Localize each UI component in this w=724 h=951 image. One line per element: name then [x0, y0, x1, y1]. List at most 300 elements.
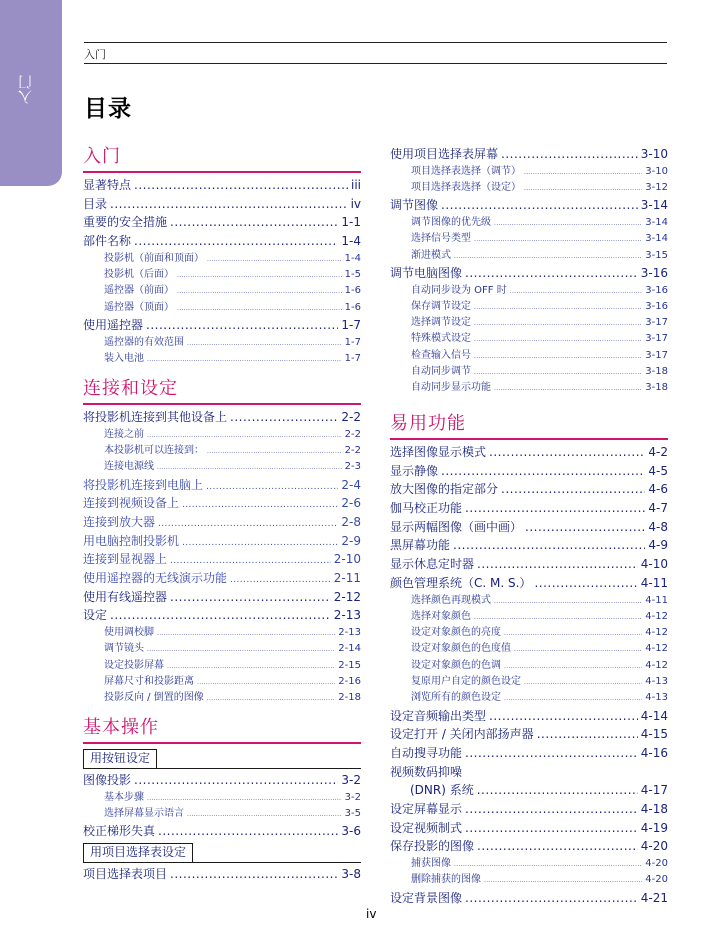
- toc-leader-dots: [158, 515, 338, 532]
- toc-leader-dots: [474, 300, 642, 315]
- toc-entry-title: 复原用户自定的颜色设定: [411, 675, 521, 687]
- toc-entry-title: 部件名称: [83, 234, 132, 249]
- toc-leader-dots: [494, 216, 642, 231]
- toc-page-number: 2-9: [341, 533, 361, 548]
- toc-entry: [390, 145, 668, 164]
- toc-subentry: [83, 335, 361, 351]
- toc-entry-title: 设定屏幕显示: [390, 802, 463, 817]
- toc-entry-title: 选择图像显示模式: [390, 445, 487, 459]
- toc-leader-dots: [170, 588, 331, 607]
- toc-entry-title: 遥控器（前面）: [104, 285, 174, 297]
- toc-page-number: 4-20: [645, 858, 668, 870]
- toc-leader-dots: [134, 176, 348, 195]
- toc-entry: [83, 494, 361, 513]
- toc-leader-dots: [525, 518, 645, 537]
- header-rule-bottom: [84, 63, 667, 64]
- toc-subentry: [390, 315, 668, 331]
- toc-page-number: 4-9: [648, 538, 668, 553]
- toc-section-menu-continued: [390, 145, 668, 397]
- toc-page-number: 4-16: [640, 745, 668, 760]
- toc-entry: [83, 195, 361, 214]
- toc-page-number: 1-5: [344, 269, 361, 281]
- toc-leader-dots: [170, 865, 338, 884]
- toc-entry-title: 自动搜寻功能: [390, 745, 463, 760]
- toc-entry-title: 显示静像: [390, 463, 439, 478]
- toc-page-number: 2-11: [333, 571, 361, 586]
- toc-entry-title: 检查输入信号: [411, 349, 471, 361]
- toc-page-number: 3-14: [640, 198, 668, 213]
- toc-entry: [390, 264, 668, 283]
- toc-entry-title: 设定音频输出类型: [390, 708, 487, 723]
- toc-group-label-text: 用按钮设定: [83, 749, 157, 768]
- toc-entry: [390, 837, 668, 856]
- toc-page-number: 4-17: [640, 783, 668, 798]
- toc-entry-title: 选择信号类型: [411, 233, 471, 245]
- toc-page-number: 2-13: [338, 627, 361, 639]
- section-rule: [390, 438, 668, 440]
- toc-leader-dots: [477, 555, 638, 574]
- page-title: 目录: [84, 96, 132, 122]
- toc-page-number: 2-4: [341, 477, 361, 492]
- section-title: 入门: [83, 146, 121, 167]
- toc-entry: [83, 550, 361, 569]
- toc-leader-dots: [501, 145, 638, 164]
- toc-entry-title: 调节图像: [390, 198, 439, 213]
- toc-list: [83, 747, 361, 884]
- toc-leader-dots: [177, 268, 342, 283]
- toc-entry-title: 将投影机连接到其他设备上: [83, 410, 228, 424]
- toc-leader-dots: [474, 349, 642, 364]
- toc-leader-dots: [230, 571, 331, 588]
- toc-leader-dots: [147, 428, 342, 443]
- toc-page-number: 1-6: [344, 301, 361, 313]
- toc-leader-dots: [524, 165, 642, 180]
- toc-leader-dots: [157, 626, 335, 641]
- toc-leader-dots: [465, 800, 638, 819]
- toc-entry-title: 连接之前: [104, 428, 144, 440]
- toc-page-number: 1-1: [341, 215, 361, 230]
- toc-page-number: 3-2: [341, 773, 361, 787]
- toc-page-number: 3-16: [645, 300, 668, 312]
- toc-page-number: 3-12: [645, 181, 668, 193]
- toc-page-number: 4-6: [648, 482, 668, 497]
- toc-entry: [390, 480, 668, 499]
- toc-page-number: 4-5: [648, 463, 668, 478]
- toc-subentry: [390, 872, 668, 888]
- toc-entry: [390, 781, 668, 800]
- toc-entry-title: 选择颜色再现模式: [411, 594, 491, 606]
- toc-page-number: 2-6: [341, 496, 361, 511]
- toc-subentry: [390, 164, 668, 180]
- toc-leader-dots: [146, 316, 338, 335]
- toc-leader-dots: [157, 460, 342, 475]
- toc-entry-title: 黑屏幕功能: [390, 538, 451, 553]
- toc-page-number: 2-18: [338, 692, 361, 704]
- chapter-side-tab: [0, 0, 62, 186]
- toc-entry-title: 设定: [83, 608, 108, 623]
- toc-page-number: 2-12: [333, 589, 361, 604]
- toc-entry-title: 使用调校脚: [104, 627, 154, 639]
- toc-page-number: 4-13: [645, 675, 668, 687]
- toc-entry-title: 删除捕获的图像: [411, 874, 481, 886]
- section-title: 基本操作: [83, 717, 159, 738]
- toc-page-number: 4-21: [640, 890, 668, 905]
- toc-section-basic-operation: [83, 714, 361, 884]
- toc-entry-title: 设定对象颜色的色调: [411, 659, 501, 671]
- toc-leader-dots: [454, 249, 642, 264]
- toc-entry-title: 连接到放大器: [83, 514, 156, 529]
- toc-entry-title: 投影机（后面）: [104, 269, 174, 281]
- toc-subentry: [390, 283, 668, 299]
- toc-subentry: [390, 248, 668, 264]
- toc-leader-dots: [147, 791, 342, 806]
- toc-entry-title: 屏幕尺寸和投影距离: [104, 675, 194, 687]
- toc-leader-dots: [197, 675, 335, 690]
- toc-group-label: [83, 841, 361, 863]
- toc-entry: [390, 763, 668, 782]
- toc-entry-title: 投影机（前面和顶面）: [104, 252, 204, 264]
- toc-page-number: 4-12: [645, 659, 668, 671]
- toc-page-number: 3-8: [341, 866, 361, 881]
- toc-leader-dots: [465, 744, 638, 763]
- toc-entry-title: 项目选择表选择（调节）: [411, 165, 521, 177]
- toc-page-number: 1-4: [344, 252, 361, 264]
- toc-entry-title: 目录: [83, 196, 108, 211]
- toc-page-number: 4-14: [640, 708, 668, 723]
- toc-subentry: [390, 609, 668, 625]
- toc-page-number: 3-16: [640, 265, 668, 280]
- toc-section-getting-started: [83, 143, 361, 367]
- toc-subentry: [83, 658, 361, 674]
- toc-entry-title: 视频数码抑噪: [390, 764, 463, 779]
- toc-page-number: 3-14: [645, 233, 668, 245]
- toc-subentry: [83, 300, 361, 316]
- toc-list: [83, 176, 361, 367]
- toc-page-number: 2-14: [338, 643, 361, 655]
- toc-subentry: [390, 856, 668, 872]
- toc-page-number: 4-10: [640, 557, 668, 572]
- toc-page-number: 4-20: [645, 874, 668, 886]
- toc-entry-title: 自动同步调节: [411, 366, 471, 378]
- toc-entry-title: 调节镜头: [104, 643, 144, 655]
- toc-subentry: [83, 459, 361, 475]
- toc-entry-title: 投影反向 / 倒置的图像: [104, 692, 204, 704]
- toc-leader-dots: [206, 478, 338, 495]
- section-title: 易用功能: [390, 413, 466, 434]
- toc-entry-title: 设定背景图像: [390, 890, 463, 905]
- toc-entry-title: 伽马校正功能: [390, 501, 463, 516]
- toc-entry-title: 遥控器（顶面）: [104, 301, 174, 313]
- section-title: 连接和设定: [83, 378, 178, 399]
- toc-entry-title: 连接到视频设备上: [83, 496, 180, 511]
- toc-leader-dots: [182, 534, 338, 551]
- toc-entry: [390, 744, 668, 763]
- toc-page-number: 2-10: [333, 552, 361, 567]
- toc-subentry: [83, 443, 361, 459]
- toc-leader-dots: [187, 336, 342, 351]
- toc-subentry: [390, 593, 668, 609]
- toc-leader-dots: [454, 857, 642, 872]
- toc-page-number: 1-4: [341, 234, 361, 249]
- toc-page-number: 1-7: [341, 317, 361, 332]
- toc-subentry: [390, 348, 668, 364]
- toc-leader-dots: [465, 819, 638, 838]
- toc-page-number: 3-10: [640, 147, 668, 161]
- toc-leader-dots: [453, 536, 645, 555]
- toc-entry: [390, 196, 668, 215]
- toc-subentry: [83, 806, 361, 822]
- toc-section-easy-functions: [390, 410, 668, 907]
- toc-leader-dots: [177, 301, 342, 316]
- toc-subentry: [390, 690, 668, 706]
- toc-entry-title: 基本步骤: [104, 791, 144, 803]
- toc-entry-title: 保存调节设定: [411, 300, 471, 312]
- toc-entry-title: 特殊模式设定: [411, 333, 471, 345]
- toc-page-number: 2-8: [341, 514, 361, 529]
- toc-page-number: 4-12: [645, 643, 668, 655]
- toc-page-number: 3-18: [645, 382, 668, 394]
- toc-page-number: 3-6: [341, 824, 361, 839]
- toc-entry: [390, 574, 668, 593]
- toc-subentry: [390, 180, 668, 196]
- toc-page-number: 4-20: [640, 839, 668, 854]
- toc-entry: [83, 865, 361, 884]
- toc-entry-title: 设定对象颜色的色度值: [411, 643, 511, 655]
- toc-subentry: [83, 427, 361, 443]
- toc-entry-title: 自动同步显示功能: [411, 382, 491, 394]
- toc-subentry: [83, 790, 361, 806]
- toc-subentry: [390, 331, 668, 347]
- toc-entry-title: 显著特点: [83, 178, 132, 192]
- toc-entry: [83, 771, 361, 790]
- toc-leader-dots: [134, 232, 338, 251]
- toc-leader-dots: [441, 462, 645, 481]
- toc-entry-title: 保存投影的图像: [390, 839, 475, 854]
- toc-leader-dots: [477, 837, 638, 856]
- toc-list: [390, 443, 668, 907]
- toc-page-number: 4-15: [640, 727, 668, 742]
- toc-leader-dots: [477, 781, 638, 800]
- toc-leader-dots: [501, 480, 645, 499]
- toc-entry-title: 设定投影屏幕: [104, 659, 164, 671]
- toc-entry: [83, 588, 361, 607]
- toc-entry-title: 捕获图像: [411, 858, 451, 870]
- toc-entry-title: 项目选择表选择（设定）: [411, 181, 521, 193]
- toc-subentry: [83, 251, 361, 267]
- toc-entry: [83, 476, 361, 495]
- toc-page-number: 3-16: [645, 284, 668, 296]
- toc-leader-dots: [474, 332, 642, 347]
- toc-leader-dots: [147, 352, 342, 367]
- toc-subentry: [83, 351, 361, 367]
- toc-subentry: [390, 215, 668, 231]
- toc-leader-dots: [510, 284, 643, 299]
- toc-page-number: iii: [350, 178, 361, 192]
- toc-leader-dots: [474, 365, 642, 380]
- toc-page-number: 4-18: [640, 802, 668, 817]
- toc-page-number: 3-17: [645, 333, 668, 345]
- toc-group-label-text: 用项目选择表设定: [83, 843, 193, 862]
- toc-leader-dots: [465, 264, 638, 283]
- toc-leader-dots: [177, 284, 342, 299]
- toc-page-number: 2-2: [341, 410, 361, 424]
- toc-subentry: [390, 364, 668, 380]
- toc-entry: [390, 462, 668, 481]
- toc-entry-title: 使用有线遥控器: [83, 589, 168, 604]
- toc-leader-dots: [474, 610, 642, 625]
- toc-entry: [390, 800, 668, 819]
- toc-entry-title: 项目选择表项目: [83, 866, 168, 881]
- toc-leader-dots: [230, 408, 338, 427]
- toc-leader-dots: [524, 675, 642, 690]
- toc-entry: [83, 232, 361, 251]
- toc-leader-dots: [474, 316, 642, 331]
- toc-page-number: 3-14: [645, 216, 668, 228]
- toc-entry-title: 调节电脑图像: [390, 265, 463, 280]
- toc-leader-dots: [494, 594, 642, 609]
- toc-leader-dots: [514, 642, 642, 657]
- toc-leader-dots: [158, 822, 338, 841]
- toc-subentry: [83, 690, 361, 706]
- toc-page-number: 4-13: [645, 692, 668, 704]
- toc-page-number: 1-6: [344, 285, 361, 297]
- toc-entry-title: 重要的安全措施: [83, 215, 168, 230]
- toc-entry: [390, 555, 668, 574]
- toc-entry: [83, 822, 361, 841]
- toc-leader-dots: [207, 691, 336, 706]
- toc-leader-dots: [465, 889, 638, 908]
- page-number: iv: [366, 907, 377, 921]
- toc-entry-title: 渐进模式: [411, 249, 451, 261]
- toc-page-number: 4-12: [645, 610, 668, 622]
- toc-subentry: [390, 674, 668, 690]
- toc-leader-dots: [474, 232, 642, 247]
- toc-leader-dots: [147, 642, 335, 657]
- toc-leader-dots: [170, 213, 338, 232]
- toc-page-number: 3-15: [645, 249, 668, 261]
- toc-entry-title: 显示休息定时器: [390, 557, 475, 572]
- toc-subentry: [83, 641, 361, 657]
- toc-leader-dots: [504, 659, 642, 674]
- toc-subentry: [390, 299, 668, 315]
- toc-entry: [390, 499, 668, 518]
- toc-entry-title: 选择屏幕显示语言: [104, 807, 184, 819]
- toc-page-number: 2-15: [338, 659, 361, 671]
- toc-entry: [390, 819, 668, 838]
- toc-leader-dots: [167, 659, 335, 674]
- chapter-side-tab-label: 入门: [18, 74, 34, 104]
- toc-leader-dots: [484, 873, 642, 888]
- toc-page-number: 2-3: [344, 461, 361, 473]
- toc-entry-title: 本投影机可以连接到：: [104, 444, 204, 456]
- toc-entry-title: 连接电源线: [104, 461, 154, 473]
- toc-entry-title: 使用遥控器的无线演示功能: [83, 571, 228, 586]
- toc-subentry: [83, 267, 361, 283]
- toc-page-number: 2-2: [344, 444, 361, 456]
- toc-page-number: 2-13: [333, 608, 361, 623]
- toc-page-number: 4-8: [648, 519, 668, 534]
- toc-entry: [83, 513, 361, 532]
- toc-subentry: [390, 231, 668, 247]
- toc-leader-dots: [489, 443, 645, 462]
- toc-leader-dots: [110, 195, 348, 214]
- toc-leader-dots: [504, 691, 642, 706]
- toc-leader-dots: [465, 499, 645, 518]
- toc-section-connection-setup: [83, 375, 361, 707]
- toc-leader-dots: [207, 252, 342, 267]
- section-rule: [83, 403, 361, 405]
- toc-leader-dots: [534, 574, 637, 593]
- toc-entry-title: 自动同步设为 OFF 时: [411, 284, 507, 296]
- toc-entry: [390, 889, 668, 908]
- toc-entry-title: (DNR) 系统: [410, 783, 474, 798]
- toc-entry-title: 选择调节设定: [411, 317, 471, 329]
- toc-entry: [83, 408, 361, 427]
- toc-page-number: 3-5: [344, 807, 361, 819]
- toc-page-number: 4-19: [640, 820, 668, 835]
- section-rule: [83, 742, 361, 744]
- header-rule-top: [84, 42, 667, 43]
- toc-entry: [83, 316, 361, 335]
- toc-entry-title: 装入电池: [104, 352, 144, 364]
- toc-page-number: 4-2: [648, 445, 668, 459]
- section-rule: [83, 171, 361, 173]
- toc-subentry: [83, 625, 361, 641]
- toc-leader-dots: [524, 181, 642, 196]
- toc-entry-title: 校正梯形失真: [83, 824, 156, 839]
- toc-entry: [83, 569, 361, 588]
- toc-list: [390, 145, 668, 397]
- toc-entry-title: 放大图像的指定部分: [390, 482, 499, 497]
- toc-page-number: 3-10: [645, 165, 668, 177]
- toc-group-label: [83, 747, 361, 769]
- toc-page-number: 3-17: [645, 349, 668, 361]
- toc-page-number: 1-7: [344, 336, 361, 348]
- toc-entry-title: 浏览所有的颜色设定: [411, 692, 501, 704]
- toc-entry: [390, 536, 668, 555]
- toc-entry: [390, 707, 668, 726]
- toc-page-number: iv: [350, 196, 361, 211]
- toc-entry: [83, 532, 361, 551]
- toc-entry: [83, 176, 361, 195]
- toc-page-number: 3-2: [344, 791, 361, 803]
- toc-leader-dots: [134, 771, 338, 790]
- toc-entry: [390, 725, 668, 744]
- toc-entry-title: 用电脑控制投影机: [83, 533, 180, 548]
- toc-entry-title: 设定对象颜色的亮度: [411, 627, 501, 639]
- toc-entry-title: 设定打开 / 关闭内部扬声器: [390, 727, 534, 742]
- toc-entry-title: 遥控器的有效范围: [104, 336, 184, 348]
- toc-page-number: 3-18: [645, 366, 668, 378]
- toc-page-number: 4-12: [645, 627, 668, 639]
- toc-leader-dots: [187, 807, 342, 822]
- toc-page-number: 3-17: [645, 317, 668, 329]
- toc-leader-dots: [441, 196, 638, 215]
- toc-page-number: 2-2: [344, 428, 361, 440]
- toc-subentry: [83, 283, 361, 299]
- toc-subentry: [390, 658, 668, 674]
- toc-subentry: [390, 625, 668, 641]
- toc-leader-dots: [489, 707, 638, 726]
- toc-entry-title: 使用遥控器: [83, 317, 144, 332]
- toc-leader-dots: [182, 496, 338, 513]
- toc-entry-title: 设定视频制式: [390, 820, 463, 835]
- toc-leader-dots: [537, 725, 638, 744]
- toc-leader-dots: [170, 552, 331, 569]
- toc-subentry: [390, 380, 668, 396]
- toc-page-number: 4-7: [648, 501, 668, 516]
- toc-entry-title: 颜色管理系统（C. M. S.）: [390, 575, 532, 590]
